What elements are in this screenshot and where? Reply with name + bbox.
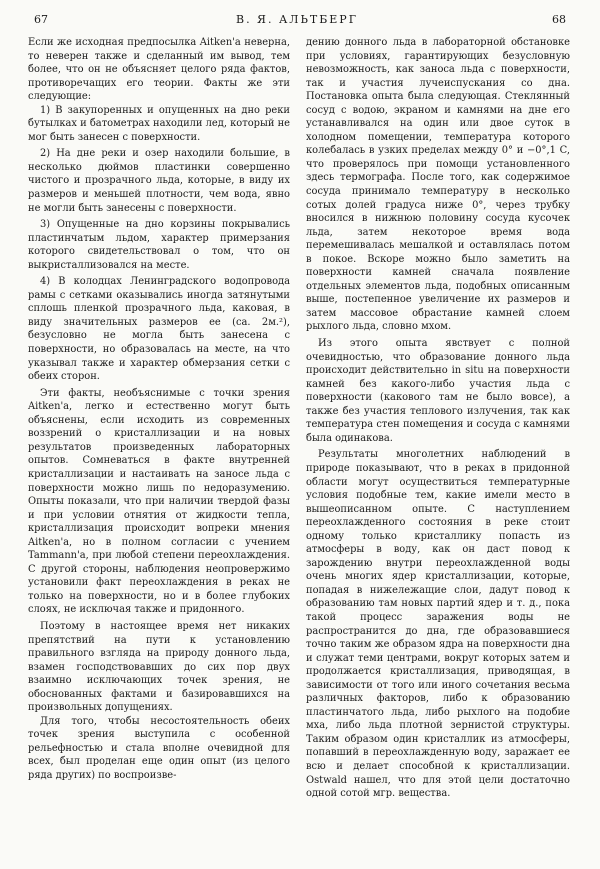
paragraph: дению донного льда в лабораторной обстановке при условиях, гарантирующих безусловную невозможность, как заноса льда с поверхности, так и участия лучеиспускания со дна. Постановка опыта была следующая. Стеклянный сосуд с водою, экраном и камнями на дне его устанавливался на один или двое суток в холодном помещении, температура которого колебалась в узких пределах между 0° и −0°,1 C, что проверялось при помощи установленного здесь термографа. После того, как содержимое сосуда принимало температуру в несколько сотых долей градуса ниже 0°, через трубку вносился в нижнюю половину сосуда кусочек льда, затем некоторое время вода перемешивалась мешалкой и оставлялась потом в покое. Вскоре можно было заметить на поверхности камней сначала появление отдельных элементов льда, подобных описанным выше, постепенное увеличение их размеров и затем массовое обрастание камней слоем рыхлого льда, словно мхом. xyxy=(306,37,570,333)
paragraph: Для того, чтобы несостоятельность обеих точек зрения выступила с особенной рельефностью и стала вполне очевидной для всех, был проделан еще один опыт (из целого ряда других) по воспроизве- xyxy=(28,715,290,781)
page-number-left: 67 xyxy=(34,13,48,26)
paragraph: 3) Опущенные на дно корзины покрывались пластинчатым льдом, характер примерзания которого свидетельствовал о том, что он выкристаллизовался на месте. xyxy=(28,219,290,271)
paragraph: Из этого опыта явствует с полной очевидностью, что образование донного льда происходит действительно in situ на поверхности камней без какого-либо участия льда с поверхности (какового там не было вовсе), а также без участия теплового излучения, так как температура стен помещения и сосуда с камнями была одинакова. xyxy=(306,338,570,444)
running-title: В. Я. АЛЬТБЕРГ xyxy=(235,13,358,26)
right-column xyxy=(306,36,570,801)
paragraph: 2) На дне реки и озер находили большие, в несколько дюймов пластинки совершенно чистого и прозрачного льда, которые, в виду их размеров и меньшей плотности, чем вода, явно не могли быть занесены с поверхности. xyxy=(28,148,290,214)
running-header xyxy=(28,12,566,28)
paragraph: Поэтому в настоящее время нет никаких препятствий на пути к установлению правильного взгляда на природу донного льда, взамен господствовавших до сих пор двух взаимно исключающих точек зрения, не обоснованных фактами и базировавшихся на произвольных допущениях. xyxy=(28,620,290,714)
paragraph: 4) В колодцах Ленинградского водопровода рамы с сетками оказывались иногда затянутыми сплошь пленкой прозрачного льда, каковая, в виду значительных размеров ее (ca. 2м.²), безусловно не могла быть занесена с поверхности, но образовалась на месте, на что указывал также и характер обмерзания сетки с обеих сторон. xyxy=(28,276,290,383)
paragraph: Эти факты, необъяснимые с точки зрения Aitken'a, легко и естественно могут быть объяснены, если исходить из современных воззрений о кристаллизации и на новых результатов произведенных лабораторных опытов. Сомневаться в факте внутренней кристаллизации и настаивать на заносе льда с поверхности можно лишь по недоразумению. Опыты показали, что при наличии твердой фазы и при условии отнятия от жидкости тепла, кристаллизация происходит вопреки мнения Aitken'a, но в полном согласии с учением Tammann'a, при любой степени переохлаждения. С другой стороны, наблюдения неопровержимо установили факт переохлаждения в реках не только на поверхности, но и в более глубоких слоях, не исключая также и придонного. xyxy=(28,387,290,616)
paragraph: 1) В закупоренных и опущенных на дно реки бутылках и батометрах находили лед, который не мог быть занесен с поверхности. xyxy=(28,104,290,143)
left-column xyxy=(28,36,290,783)
page-number-right: 68 xyxy=(552,13,566,26)
paragraph: Результаты многолетних наблюдений в природе показывают, что в реках в придонной области могут осуществиться температурные условия подобные тем, какие имели место в вышеописанном опыте. С наступлением переохлажденного состояния в реке стоит одному только кристаллику попасть из атмосферы в воду, как он даст повод к зарождению внутри переохлажденной воды очень многих ядер кристаллизации, которые, попадая в нижележащие слои, дадут повод к образованию там новых партий ядер и т. д., пока такой процесс заражения воды не распространится до дна, где образовавшиеся точно таким же образом ядра на поверхности дна и служат теми центрами, вокруг которых затем и продолжается кристаллизация, приводящая, в зависимости от того или иного сочетания весьма различных факторов, либо к образованию пластинчатого льда, либо рыхлого на подобие мха, либо льда плотной зернистой структуры. Таким образом один кристаллик из атмосферы, попавший в переохлажденную воду, заражает ее всю и делает способной к кристаллизации. Ostwald нашел, что для этой цели достаточно одной сотой мгр. вещества. xyxy=(306,449,570,800)
paragraph: Если же исходная предпосылка Aitken'a неверна, то неверен также и сделанный им вывод, тем более, что он не объясняет целого ряда фактов, противоречащих его теории. Факты же эти следующие: xyxy=(28,37,290,103)
